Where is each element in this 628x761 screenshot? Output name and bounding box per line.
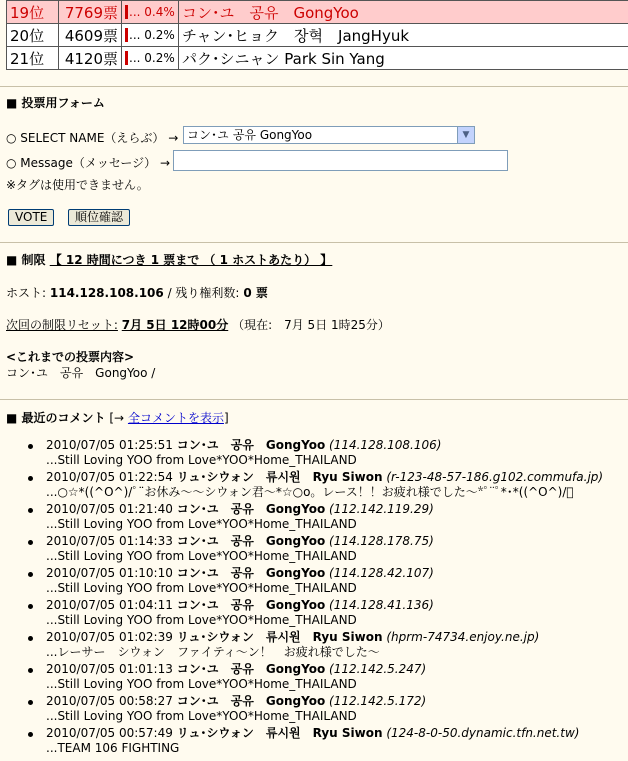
comment-time: 2010/07/05 01:10:10: [46, 566, 173, 580]
name-select-value: コン･ユ 공유 GongYoo: [187, 128, 313, 142]
chevron-down-icon[interactable]: ▼: [457, 127, 474, 143]
comment-item: [28, 726, 603, 758]
comment-meta: [46, 694, 603, 709]
divider: [0, 242, 628, 243]
host-value: 114.128.108.106: [49, 286, 164, 300]
comment-text: ...Still Loving YOO from Love*YOO*Home_THAILAND: [46, 709, 357, 723]
comment-user: コン･ユ 공유 GongYoo: [176, 662, 326, 676]
comment-time: 2010/07/05 01:22:54: [46, 470, 173, 484]
ranking-row: [7, 47, 628, 70]
comment-item: [28, 566, 603, 598]
name-cell: パク･シニャン Park Sin Yang: [179, 47, 628, 70]
comment-meta: [46, 630, 603, 645]
votes-cell: 4120票: [59, 47, 122, 70]
comment-host: (r-123-48-57-186.g102.commufa.jp): [386, 470, 604, 484]
limit-title-prefix: ■ 制限: [6, 253, 46, 267]
comment-user: コン･ユ 공유 GongYoo: [176, 534, 326, 548]
ranking-table: [6, 0, 628, 70]
comment-list: [28, 438, 603, 758]
comment-text: ...Still Loving YOO from Love*YOO*Home_THAILAND: [46, 453, 357, 467]
comment-host: (114.128.108.106): [329, 438, 442, 452]
comments-header: [6, 409, 229, 426]
reset-value: 7月 5日 12時00分: [121, 318, 229, 332]
comment-user: コン･ユ 공유 GongYoo: [176, 598, 326, 612]
remain-label: / 残り権利数:: [167, 286, 240, 300]
remain-value: 0 票: [243, 286, 268, 300]
comment-user: コン･ユ 공유 GongYoo: [176, 694, 326, 708]
reset-label: 次回の制限リセット:: [6, 318, 118, 332]
comments-bracket-open: [→: [109, 411, 125, 425]
message-label: ○ Message（メッセージ） →: [6, 156, 171, 170]
divider: [0, 399, 628, 400]
votes-cell: 4609票: [59, 24, 122, 47]
bar-percent: ... 0.4%: [129, 4, 175, 19]
select-name-label: ○ SELECT NAME（えらぶ） →: [6, 131, 179, 145]
comment-time: 2010/07/05 00:57:49: [46, 726, 173, 740]
comment-time: 2010/07/05 00:58:27: [46, 694, 173, 708]
comment-host: (114.128.41.136): [329, 598, 434, 612]
rank-cell: 19位: [7, 1, 59, 24]
comment-meta: [46, 598, 603, 613]
comment-user: コン･ユ 공유 GongYoo: [176, 502, 326, 516]
comment-time: 2010/07/05 01:25:51: [46, 438, 173, 452]
comment-text: ...Still Loving YOO from Love*YOO*Home_THAILAND: [46, 517, 357, 531]
rank-check-button[interactable]: 順位確認: [68, 209, 130, 226]
comment-host: (112.142.119.29): [329, 502, 434, 516]
comment-time: 2010/07/05 01:02:39: [46, 630, 173, 644]
host-line: [6, 284, 268, 301]
comments-bracket-close: ]: [223, 411, 229, 425]
form-title: ■ 投票用フォーム: [6, 96, 105, 110]
comment-text: ...レーサー シウォン ファイティ～ン！ お疲れ様でした～: [46, 645, 380, 659]
comment-user: リュ･シウォン 류시원 Ryu Siwon: [176, 630, 383, 644]
comment-host: (114.128.178.75): [329, 534, 434, 548]
comment-text: ...Still Loving YOO from Love*YOO*Home_THAILAND: [46, 613, 357, 627]
name-select[interactable]: [183, 126, 475, 144]
rank-cell: 20位: [7, 24, 59, 47]
now-text: （現在: 7月 5日 1時25分）: [232, 318, 390, 332]
comment-item: [28, 470, 603, 502]
comment-host: (hprm-74734.enjoy.ne.jp): [386, 630, 540, 644]
comment-user: コン･ユ 공유 GongYoo: [176, 566, 326, 580]
all-comments-link[interactable]: 全コメントを表示: [127, 411, 224, 425]
history-title: <これまでの投票内容>: [6, 350, 135, 364]
message-input[interactable]: [173, 150, 508, 171]
comment-text: ...Still Loving YOO from Love*YOO*Home_THAILAND: [46, 677, 357, 691]
votes-cell: 7769票: [59, 1, 122, 24]
comment-meta: [46, 662, 603, 677]
comment-host: (112.142.5.247): [329, 662, 427, 676]
comment-meta: [46, 438, 603, 453]
limit-title: [6, 251, 332, 268]
comment-text: ...TEAM 106 FIGHTING: [46, 741, 180, 755]
comment-item: [28, 502, 603, 534]
comment-item: [28, 662, 603, 694]
comment-meta: [46, 470, 603, 485]
comments-title: ■ 最近のコメント: [6, 411, 106, 425]
vote-bar: [125, 28, 128, 42]
history-value: コン･ユ 공유 GongYoo /: [6, 366, 156, 380]
limit-rule: 【 12 時間につき 1 票まで （ 1 ホストあたり） 】: [49, 253, 333, 267]
vote-bar: [125, 51, 128, 65]
vote-button[interactable]: VOTE: [8, 209, 54, 226]
comment-meta: [46, 502, 603, 517]
comment-user: コン･ユ 공유 GongYoo: [176, 438, 326, 452]
comment-meta: [46, 566, 603, 581]
comment-time: 2010/07/05 01:01:13: [46, 662, 173, 676]
comment-meta: [46, 726, 603, 741]
comment-item: [28, 534, 603, 566]
comment-time: 2010/07/05 01:14:33: [46, 534, 173, 548]
comment-host: (124-8-0-50.dynamic.tfn.net.tw): [386, 726, 580, 740]
comment-item: [28, 598, 603, 630]
bar-percent: ... 0.2%: [129, 27, 175, 42]
comment-user: リュ･シウォン 류시원 Ryu Siwon: [176, 470, 383, 484]
comment-time: 2010/07/05 01:04:11: [46, 598, 173, 612]
comment-item: [28, 438, 603, 470]
bar-cell: [122, 1, 179, 24]
ranking-row: [7, 24, 628, 47]
name-cell: チャン･ヒョク 장혁 JangHyuk: [179, 24, 628, 47]
divider: [0, 86, 628, 87]
comment-meta: [46, 534, 603, 549]
comment-item: [28, 630, 603, 662]
bar-cell: [122, 24, 179, 47]
rank-cell: 21位: [7, 47, 59, 70]
comment-host: (114.128.42.107): [329, 566, 434, 580]
comment-user: リュ･シウォン 류시원 Ryu Siwon: [176, 726, 383, 740]
ranking-row: [7, 1, 628, 24]
bar-cell: [122, 47, 179, 70]
comment-text: ...Still Loving YOO from Love*YOO*Home_THAILAND: [46, 581, 357, 595]
comment-host: (112.142.5.172): [329, 694, 427, 708]
comment-time: 2010/07/05 01:21:40: [46, 502, 173, 516]
comment-item: [28, 694, 603, 726]
comment-text: ...○☆*((^O^)/ﾟ¨お休み～～シウォン君～*☆○o。レース！！お疲れ様でした～*ﾟ¨ﾟ*･*((^O^)/ﾟ: [46, 485, 574, 499]
name-cell: コン･ユ 공유 GongYoo: [179, 1, 628, 24]
reset-line: [6, 316, 390, 333]
tag-note: ※タグは使用できません。: [6, 178, 149, 192]
bar-percent: ... 0.2%: [129, 50, 175, 65]
comment-text: ...Still Loving YOO from Love*YOO*Home_THAILAND: [46, 549, 357, 563]
vote-bar: [125, 5, 128, 19]
host-label: ホスト:: [6, 286, 47, 300]
